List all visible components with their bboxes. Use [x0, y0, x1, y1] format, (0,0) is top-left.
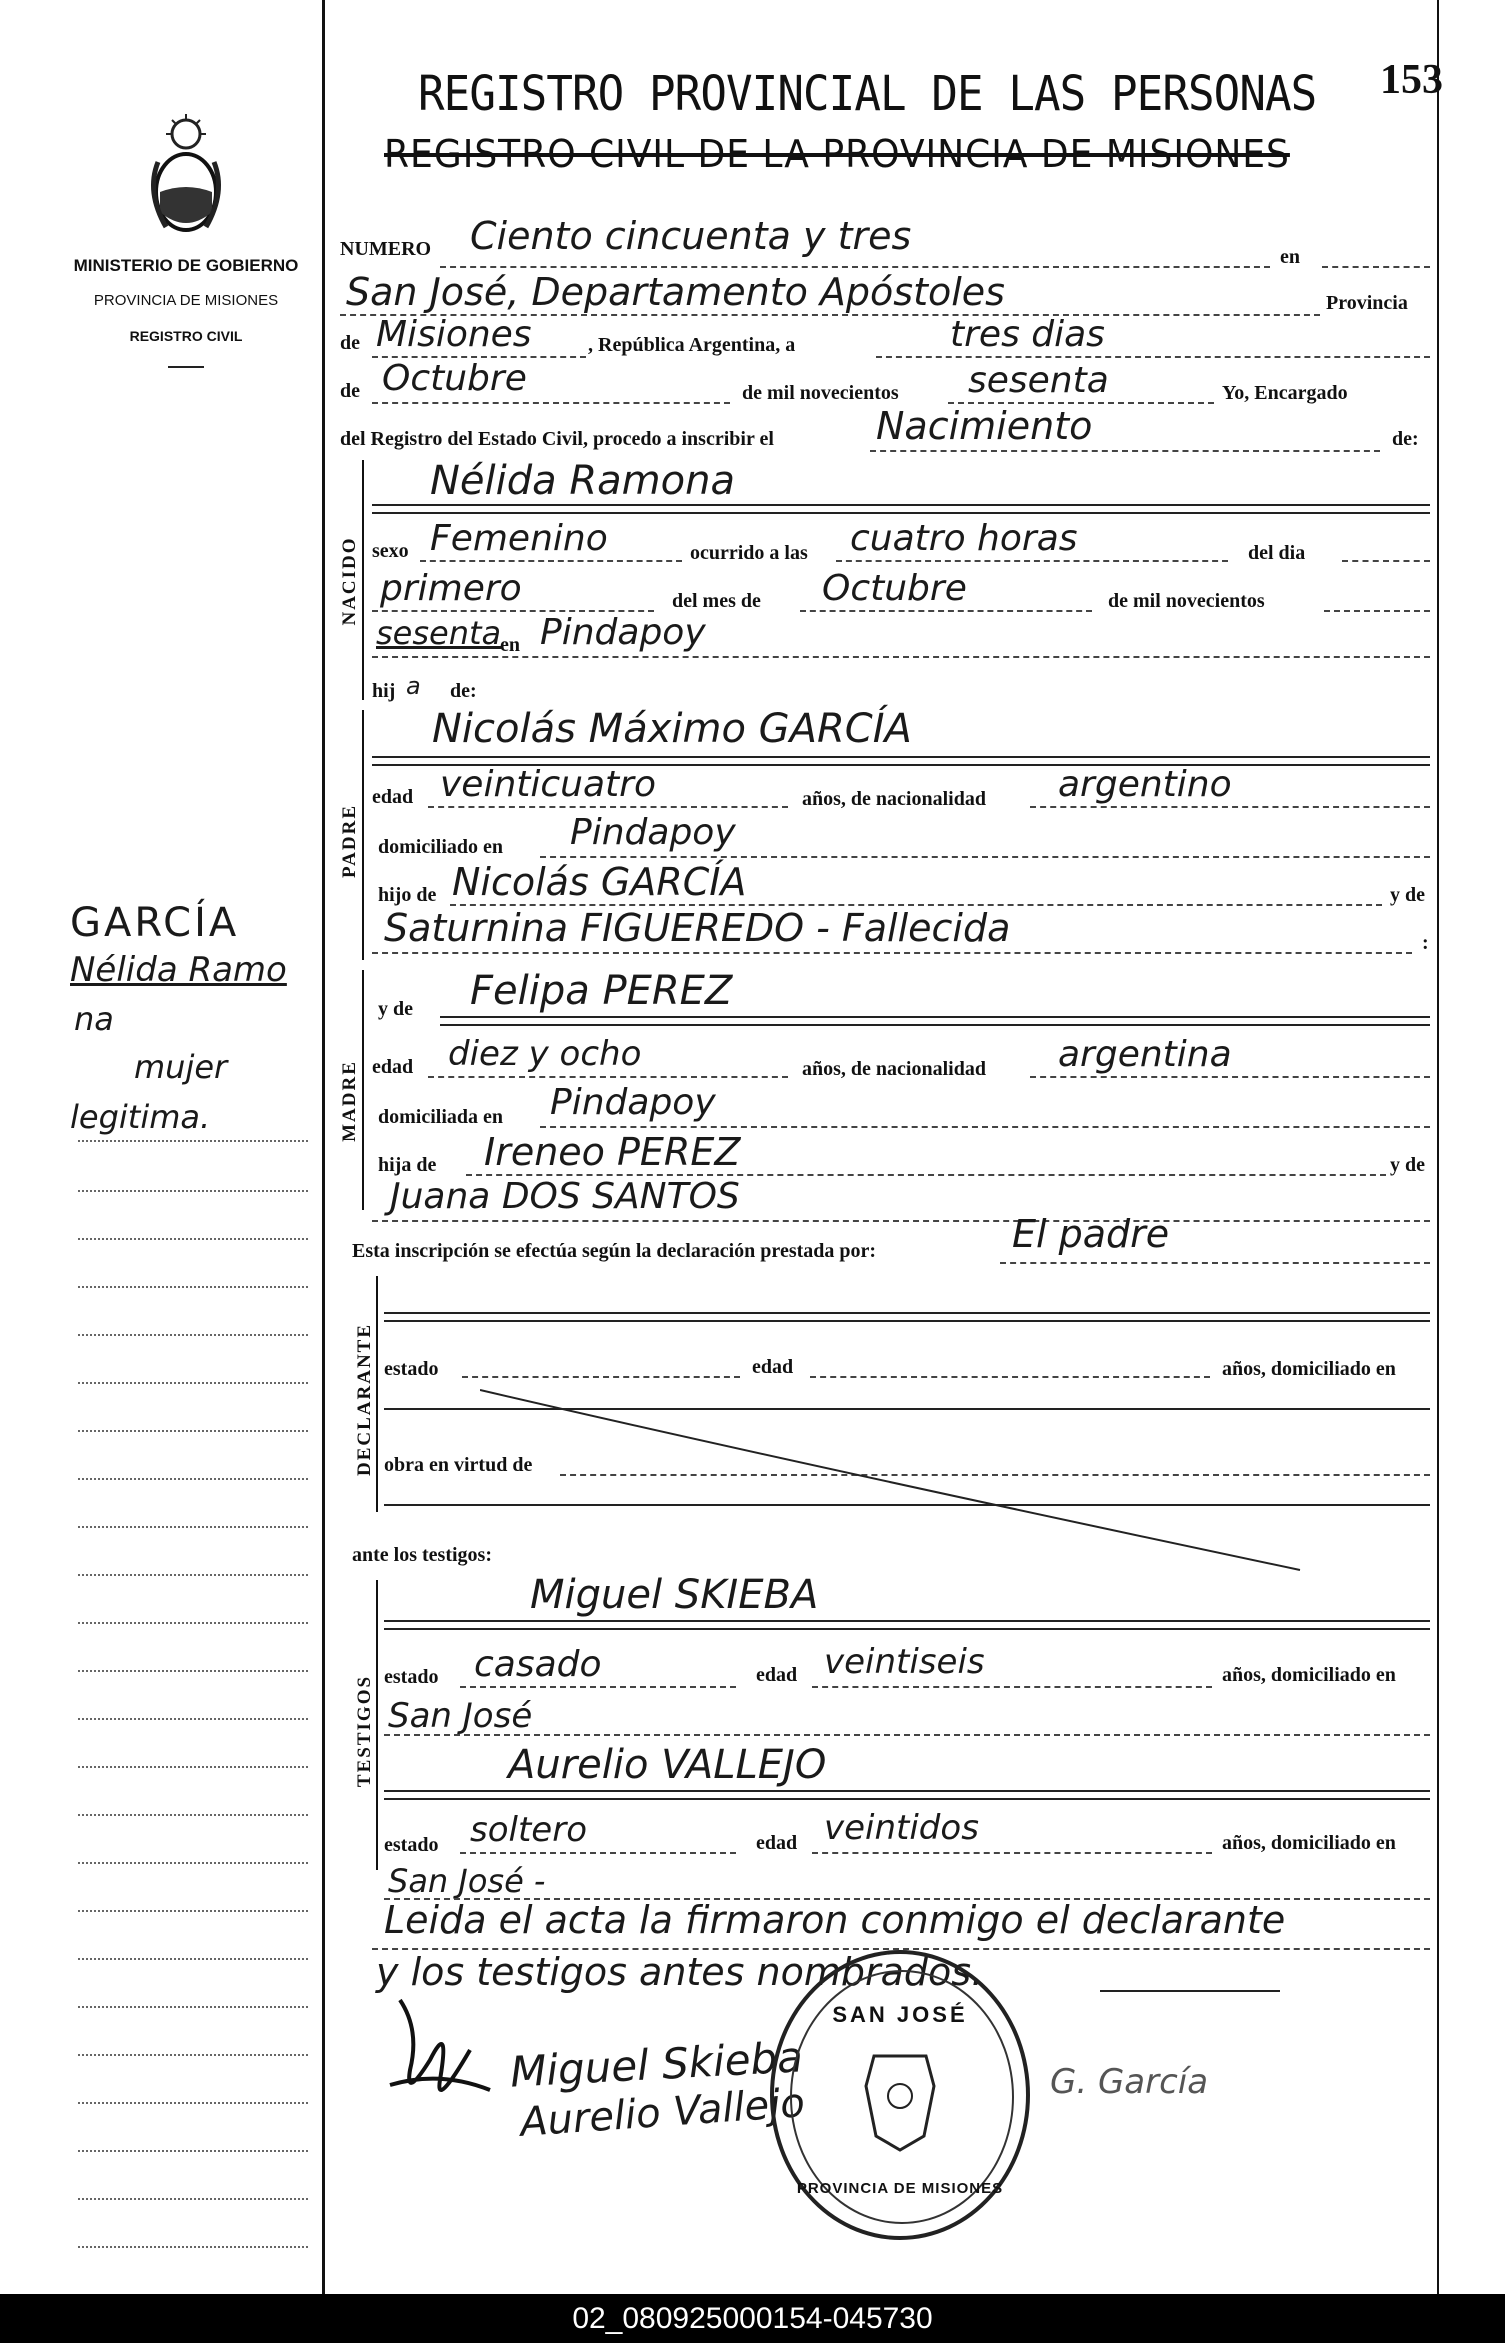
margin-rule	[322, 0, 325, 2294]
field-padre-padre: Nicolás GARCÍA	[452, 860, 747, 904]
margin-line	[78, 1718, 308, 1720]
label-anos-dom-t2: años, domiciliado en	[1222, 1832, 1396, 1854]
line	[372, 656, 1430, 658]
field-declarante: El padre	[1012, 1212, 1170, 1256]
label-edad: edad	[372, 786, 414, 808]
label-domiciliada: domiciliada en	[378, 1106, 504, 1128]
section-testigos: TESTIGOS	[354, 1674, 375, 1788]
section-nacido: NACIDO	[339, 536, 360, 626]
margin-line	[78, 2150, 308, 2152]
line	[384, 1790, 1430, 1792]
line	[428, 1076, 788, 1078]
label-estado-t2: estado	[384, 1834, 439, 1856]
label-hijo-de: hijo de	[378, 884, 437, 906]
label-edad-t2: edad	[756, 1832, 798, 1854]
label-yo: Yo, Encargado	[1222, 382, 1348, 404]
label-edad-decl: edad	[752, 1356, 794, 1378]
page-number: 153	[1380, 57, 1443, 103]
margin-note-surname: GARCÍA	[70, 900, 240, 946]
field-mes-nac: Octubre	[822, 568, 967, 609]
line	[540, 1126, 1430, 1128]
field-padre-edad: veinticuatro	[440, 764, 656, 805]
line	[1100, 1990, 1280, 1992]
label-obra: obra en virtud de	[384, 1454, 533, 1476]
field-tipo: Nacimiento	[876, 404, 1093, 448]
line	[1030, 806, 1430, 808]
margin-line	[78, 2246, 308, 2248]
line	[384, 1628, 1430, 1630]
section-rule	[362, 460, 364, 700]
label-de: de	[340, 332, 360, 354]
signature-miguel: Miguel Skieba	[508, 2032, 805, 2097]
document-code: 02_080925000154-045730	[0, 2294, 1505, 2343]
margin-line	[78, 1526, 308, 1528]
margin-line	[78, 1574, 308, 1576]
seal-emblem-icon	[854, 2046, 946, 2156]
field-madre-madre: Juana DOS SANTOS	[390, 1176, 740, 1217]
label-colon: :	[1422, 932, 1429, 954]
margin-line	[78, 1382, 308, 1384]
label-estado-decl: estado	[384, 1358, 439, 1380]
margin-line	[78, 1140, 308, 1142]
field-madre-nac: argentina	[1058, 1034, 1232, 1075]
line	[462, 1376, 740, 1378]
label-en: en	[1280, 246, 1300, 268]
margin-line	[78, 1238, 308, 1240]
label-sexo: sexo	[372, 540, 409, 562]
field-testigo1-estado: casado	[474, 1644, 602, 1685]
margin-line	[78, 1670, 308, 1672]
field-mes: Octubre	[382, 358, 527, 399]
label-del-mes: del mes de	[672, 590, 761, 612]
line	[1030, 1076, 1430, 1078]
label-edad-madre: edad	[372, 1056, 414, 1078]
label-y-de-madre: y de	[378, 998, 413, 1020]
margin-line	[78, 1190, 308, 1192]
margin-line	[78, 2006, 308, 2008]
field-anio-nac: sesenta	[376, 614, 502, 652]
closing-line-1: Leida el acta la firmaron conmigo el declarante	[384, 1898, 1286, 1942]
right-rule	[1437, 0, 1439, 2294]
field-anio: sesenta	[968, 360, 1109, 401]
line	[372, 402, 730, 404]
field-madre-dom: Pindapoy	[550, 1082, 716, 1123]
label-de2: de	[340, 380, 360, 402]
margin-line	[78, 1430, 308, 1432]
label-de-mil-nov: de mil novecientos	[1108, 590, 1265, 612]
line	[384, 1620, 1430, 1622]
field-madre-nombre: Felipa PEREZ	[470, 968, 733, 1014]
margin-note-name: Nélida Ramo	[70, 950, 287, 990]
section-rule	[362, 970, 364, 1210]
section-rule	[376, 1580, 378, 1870]
field-dia: tres dias	[950, 314, 1105, 355]
label-y-de: y de	[1390, 884, 1425, 906]
line	[384, 1320, 1430, 1322]
margin-note-name-cont: na	[74, 1000, 114, 1038]
field-sexo: Femenino	[430, 518, 608, 559]
field-testigo2-dom: San José -	[388, 1862, 546, 1900]
field-testigo2-estado: soltero	[470, 1810, 587, 1850]
cancel-stroke	[480, 1380, 1320, 1580]
line	[460, 1852, 736, 1854]
line	[1324, 610, 1430, 612]
margin-note-legitima: legitima.	[70, 1098, 211, 1136]
label-en-lower: en	[500, 634, 520, 656]
signature-aurelio: Aurelio Vallejo	[518, 2080, 807, 2146]
line	[810, 1376, 1210, 1378]
section-padre: PADRE	[339, 803, 360, 879]
line	[540, 856, 1430, 858]
line	[372, 756, 1430, 758]
line	[372, 512, 1430, 514]
line	[1342, 560, 1430, 562]
label-ante: ante los testigos:	[352, 1544, 492, 1566]
margin-note-mujer: mujer	[134, 1048, 228, 1086]
margin-line	[78, 1766, 308, 1768]
line	[440, 1016, 1430, 1018]
field-madre-padre: Ireneo PEREZ	[484, 1130, 741, 1174]
page-title: REGISTRO PROVINCIAL DE LAS PERSONAS	[418, 66, 1317, 122]
field-padre-madre: Saturnina FIGUEREDO - Fallecida	[384, 906, 1011, 950]
line	[800, 610, 1092, 612]
margin-line	[78, 1622, 308, 1624]
label-y-de2: y de	[1390, 1154, 1425, 1176]
label-de-colon: de:	[1392, 428, 1419, 450]
coat-of-arms-icon	[138, 112, 234, 240]
label-hij: hij	[372, 680, 396, 702]
field-testigo2-edad: veintidos	[824, 1808, 979, 1848]
line	[812, 1686, 1212, 1688]
line	[372, 504, 1430, 506]
field-testigo1: Miguel SKIEBA	[530, 1572, 819, 1618]
field-padre-nac: argentino	[1058, 764, 1232, 805]
label-anos-dom-t1: años, domiciliado en	[1222, 1664, 1396, 1686]
line	[384, 1734, 1430, 1736]
margin-line	[78, 1478, 308, 1480]
field-lugar-nac: Pindapoy	[540, 612, 706, 653]
margin-line	[78, 2054, 308, 2056]
label-del-dia: del dia	[1248, 542, 1306, 564]
label-de-mil: de mil novecientos	[742, 382, 899, 404]
line	[420, 560, 682, 562]
label-estado-t1: estado	[384, 1666, 439, 1688]
signature-garcia: G. García	[1050, 2062, 1209, 2102]
margin-line	[78, 1910, 308, 1912]
margin-line	[78, 2198, 308, 2200]
ministry-province: PROVINCIA DE MISIONES	[93, 292, 279, 309]
field-padre-dom: Pindapoy	[570, 812, 736, 853]
field-lugar: San José, Departamento Apóstoles	[346, 270, 1005, 314]
field-testigo1-dom: San José	[388, 1696, 533, 1736]
ministry-registry: REGISTRO CIVIL	[129, 328, 243, 344]
label-hija-de: hija de	[378, 1154, 437, 1176]
field-testigo1-edad: veintiseis	[824, 1642, 985, 1682]
field-nombre: Nélida Ramona	[430, 458, 735, 504]
label-inscripcion: Esta inscripción se efectúa según la declaración prestada por:	[352, 1240, 877, 1262]
section-madre: MADRE	[339, 1060, 360, 1142]
line	[876, 356, 1430, 358]
line	[428, 806, 788, 808]
line	[440, 1024, 1430, 1026]
ministry-name: MINISTERIO DE GOBIERNO	[73, 256, 299, 275]
label-anos-dom-decl: años, domiciliado en	[1222, 1358, 1396, 1380]
margin-line	[78, 1862, 308, 1864]
label-domiciliado: domiciliado en	[378, 836, 504, 858]
field-padre-nombre: Nicolás Máximo GARCÍA	[432, 706, 912, 752]
margin-line	[78, 2102, 308, 2104]
label-del-registro: del Registro del Estado Civil, procedo a inscribir el	[340, 428, 774, 450]
line	[372, 952, 1412, 954]
line	[384, 1798, 1430, 1800]
label-ocurrido: ocurrido a las	[690, 542, 808, 564]
line	[1322, 266, 1430, 268]
label-edad-t1: edad	[756, 1664, 798, 1686]
margin-line	[78, 1958, 308, 1960]
seal-text-top: SAN JOSÉ	[832, 2002, 968, 2027]
field-madre-edad: diez y ocho	[448, 1034, 642, 1074]
field-hij-suffix: a	[406, 672, 421, 700]
label-anos-nac-madre: años, de nacionalidad	[802, 1058, 986, 1080]
margin-line	[78, 1814, 308, 1816]
field-numero: Ciento cincuenta y tres	[470, 214, 912, 258]
margin-line	[78, 1334, 308, 1336]
line	[870, 450, 1380, 452]
registrar-signature-icon	[380, 1990, 500, 2120]
line	[384, 1312, 1430, 1314]
field-hora: cuatro horas	[850, 518, 1078, 559]
label-numero: NUMERO	[340, 238, 432, 260]
label-provincia: Provincia	[1326, 292, 1408, 314]
field-provincia: Misiones	[376, 314, 532, 355]
field-testigo2: Aurelio VALLEJO	[508, 1742, 827, 1788]
closing-line-2: y los testigos antes nombrados.	[376, 1950, 984, 1994]
official-seal	[770, 1950, 1030, 2240]
ministry-underline	[168, 366, 204, 368]
line	[836, 560, 1228, 562]
line	[460, 1686, 736, 1688]
section-rule	[362, 710, 364, 960]
line	[1000, 1262, 1430, 1264]
line	[440, 266, 1270, 268]
field-dia-nac: primero	[380, 568, 522, 609]
seal-text-bottom: PROVINCIA DE MISIONES	[796, 2180, 1004, 2197]
struck-title: REGISTRO CIVIL DE LA PROVINCIA DE MISIONES	[384, 132, 1290, 176]
section-declarante: DECLARANTE	[354, 1322, 375, 1476]
label-anos-nac: años, de nacionalidad	[802, 788, 986, 810]
margin-line	[78, 1286, 308, 1288]
line	[372, 1220, 1430, 1222]
section-rule	[376, 1276, 378, 1512]
label-de-colon2: de:	[450, 680, 477, 702]
label-republica: , República Argentina, a	[588, 334, 796, 356]
line	[812, 1852, 1212, 1854]
